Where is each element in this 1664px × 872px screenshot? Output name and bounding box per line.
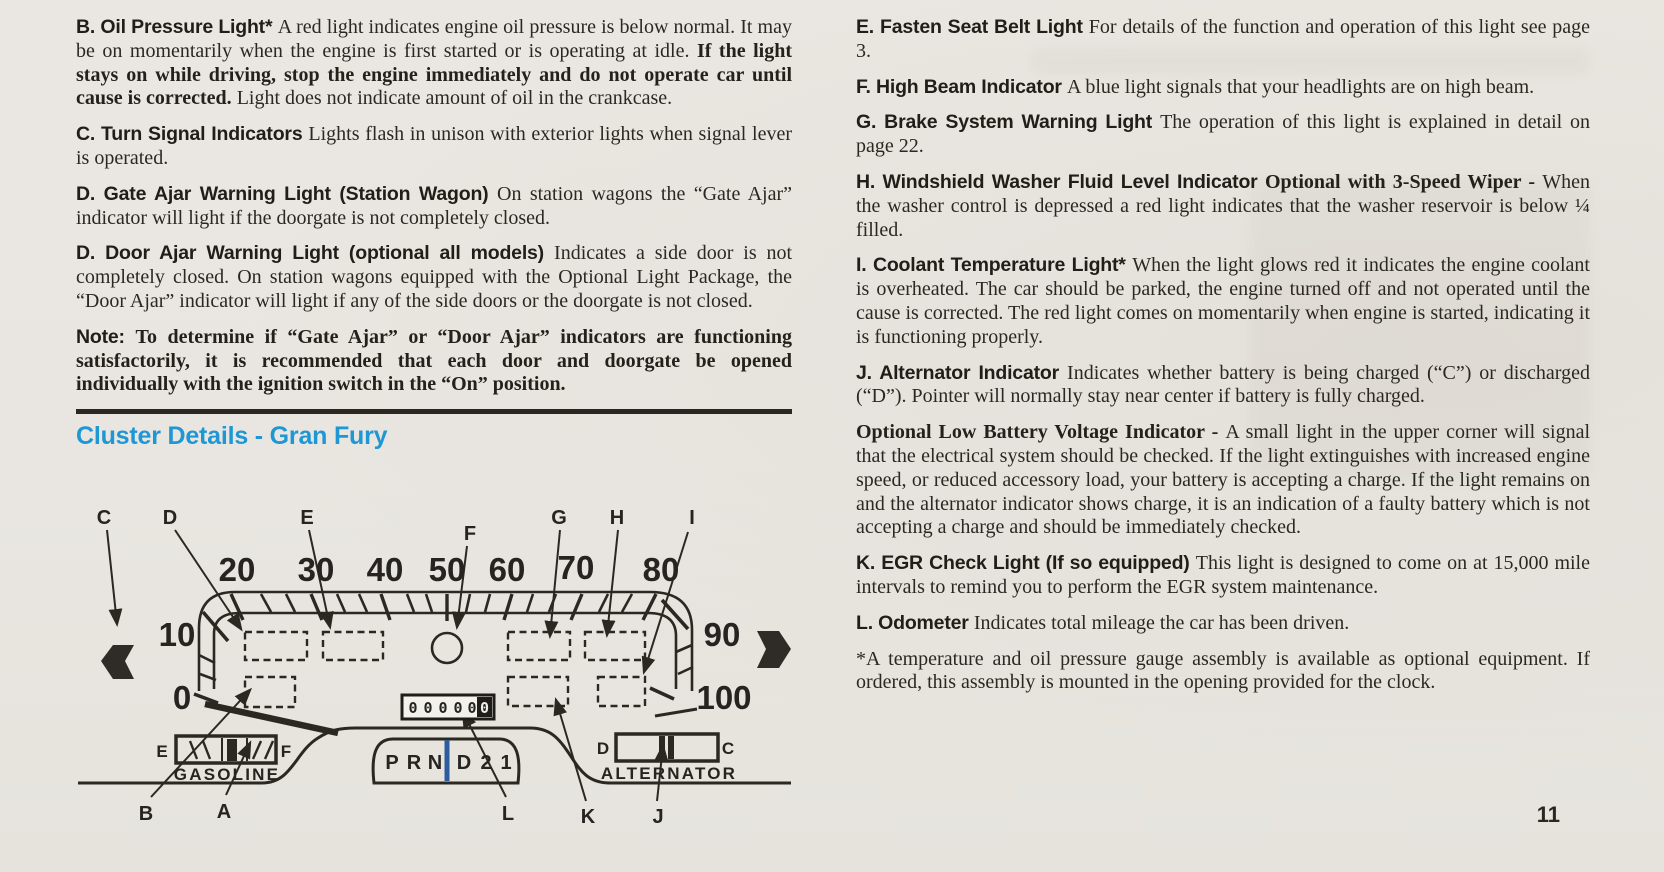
speed-20: 20 xyxy=(218,551,256,588)
text-segment: H. Windshield Washer Fluid Level Indicator xyxy=(856,170,1265,193)
fuel-gauge xyxy=(156,736,291,784)
odometer xyxy=(402,695,494,719)
alternator-gauge xyxy=(597,734,737,783)
text-segment: A small light in the upper corner will signal that the electrical system should be checked. If the light extinguishes with increased engine speed, or reduced accessory load, your battery is accepting a charge. If the light remains on and the alternator indicator shows charge, it is an indication of a faulty battery which is not accepting a charge and should be immediately checked. xyxy=(856,421,1590,539)
paragraph xyxy=(856,612,1590,636)
odometer-digit: 0 xyxy=(467,699,477,717)
text-segment: J. Alternator Indicator xyxy=(856,361,1068,384)
page-number: 11 xyxy=(1536,802,1560,827)
text-segment: Note: xyxy=(76,325,136,348)
callout-c: C xyxy=(96,507,112,529)
text-segment: Lights flash in unison with exterior lights when signal lever is operated. xyxy=(76,123,792,169)
fuel-full-label: F xyxy=(280,742,292,761)
speed-10: 10 xyxy=(158,616,196,653)
right-column-paragraphs xyxy=(856,16,1590,695)
speed-30: 30 xyxy=(297,551,335,588)
fuel-empty-label: E xyxy=(156,742,168,761)
text-segment: This light is designed to come on at 15,000 mile intervals to remind you to perform the EGR system maintenance. xyxy=(856,552,1590,598)
text-segment: G. Brake System Warning Light xyxy=(856,111,1161,134)
text-segment: B. Oil Pressure Light* xyxy=(76,16,278,38)
callout-letters-top xyxy=(97,507,695,545)
odometer-digit: 0 xyxy=(423,699,433,717)
alternator-needle xyxy=(659,736,665,759)
paragraph xyxy=(856,254,1590,349)
paragraph xyxy=(856,421,1590,540)
speed-90: 90 xyxy=(703,616,741,653)
callout-i: I xyxy=(689,507,695,529)
paragraph xyxy=(856,76,1590,100)
callout-e: E xyxy=(300,507,314,529)
gear-label-n: N xyxy=(427,752,443,774)
alternator-charge-label: C xyxy=(721,739,735,758)
text-segment: For details of the function and operation of this light see page 3. xyxy=(856,16,1590,62)
egr-light-window xyxy=(508,677,568,706)
gate-ajar-light-window xyxy=(245,632,307,660)
paragraph xyxy=(856,648,1590,696)
callout-a: A xyxy=(216,801,232,823)
odometer-digit: 0 xyxy=(453,699,463,717)
instrument-cluster-figure xyxy=(58,478,798,828)
text-segment: Light does not indicate amount of oil in the crankcase. xyxy=(236,87,673,110)
text-segment: If the light stays on while driving, stop the engine immediately and do not operate car until cause is corrected. xyxy=(76,39,792,110)
left-turn-signal-arrow-icon xyxy=(101,645,134,679)
paragraph xyxy=(76,123,792,171)
text-segment: The operation of this light is explained in detail on page 22. xyxy=(856,111,1590,158)
paragraph xyxy=(856,362,1590,410)
text-segment: D. Door Ajar Warning Light (optional all models) xyxy=(76,242,555,265)
text-segment: When the washer control is depressed a red light indicates that the washer reservoir is below ¼ filled. xyxy=(856,170,1590,241)
right-column xyxy=(856,16,1590,707)
callout-letters-bottom xyxy=(139,801,664,828)
callout-l: L xyxy=(501,803,515,825)
section-divider-rule xyxy=(76,409,792,414)
right-turn-signal-arrow-icon xyxy=(757,631,791,668)
callout-k: K xyxy=(580,806,596,828)
gear-label-1: 1 xyxy=(500,752,512,774)
oil-pressure-light-window xyxy=(245,677,295,707)
callout-f: F xyxy=(463,523,477,545)
gear-label-2: 2 xyxy=(480,752,492,774)
paragraph xyxy=(856,16,1590,64)
text-segment: *A temperature and oil pressure gauge assembly is available as optional equipment. If ordered, this assembly is mounted in the opening provided for the clock. xyxy=(856,647,1590,694)
high-beam-indicator-circle xyxy=(432,633,462,663)
text-segment: On station wagons the “Gate Ajar” indicator will light if the doorgate is not completely closed. xyxy=(76,182,792,229)
left-column xyxy=(76,16,792,451)
speed-100: 100 xyxy=(696,679,752,716)
fuel-needle xyxy=(227,739,237,761)
left-column-paragraphs xyxy=(76,16,792,397)
speed-70: 70 xyxy=(557,549,595,586)
speed-40: 40 xyxy=(366,551,404,588)
callout-j: J xyxy=(652,806,664,828)
callout-d: D xyxy=(162,507,178,529)
text-segment: C. Turn Signal Indicators xyxy=(76,123,309,146)
alternator-discharge-label: D xyxy=(596,739,610,758)
speed-50: 50 xyxy=(428,551,466,588)
paragraph xyxy=(76,242,792,313)
speed-80: 80 xyxy=(642,551,680,588)
fuel-gauge-label: GASOLINE xyxy=(173,765,281,784)
text-segment: Indicates a side door is not completely closed. On station wagons equipped with the Optional Light Package, the “Door Ajar” indicator will light if any of the side doors or the doorgate is not closed. xyxy=(76,242,792,312)
speed-0: 0 xyxy=(172,679,192,716)
text-segment: When the light glows red it indicates the engine coolant is overheated. The car should be parked, the engine turned off and not operated until the cause is corrected. The red light comes on momentarily when engine is started, indicating it is functioning properly. xyxy=(856,254,1590,348)
section-heading: Cluster Details - Gran Fury xyxy=(76,422,388,451)
seat-belt-light-window xyxy=(323,632,383,660)
text-segment: K. EGR Check Light (If so equipped) xyxy=(856,552,1196,575)
speed-60: 60 xyxy=(488,551,526,588)
text-segment: To determine if “Gate Ajar” or “Door Ajar” indicators are functioning satisfactorily, it is recommended that each door and doorgate be opened individually with the ignition switch in the “On” position. xyxy=(76,325,792,396)
paragraph xyxy=(76,326,792,397)
gear-selector-display xyxy=(373,739,519,783)
callout-g: G xyxy=(551,507,567,529)
paragraph xyxy=(856,171,1590,242)
odometer-digit: 0 xyxy=(438,699,448,717)
gear-label-p: P xyxy=(385,752,399,774)
gear-label-r: R xyxy=(406,752,422,774)
paragraph xyxy=(76,183,792,231)
text-segment: Optional Low Battery Voltage Indicator - xyxy=(856,421,1226,444)
paragraph xyxy=(76,16,792,111)
text-segment: E. Fasten Seat Belt Light xyxy=(856,16,1089,38)
text-segment: D. Gate Ajar Warning Light (Station Wagon) xyxy=(76,182,498,205)
brake-warning-light-window xyxy=(508,632,570,660)
text-segment: F. High Beam Indicator xyxy=(856,75,1068,98)
callout-b: B xyxy=(138,803,154,825)
text-segment: I. Coolant Temperature Light* xyxy=(856,254,1133,277)
callout-h: H xyxy=(609,507,625,529)
paragraph xyxy=(856,111,1590,159)
text-segment: Indicates whether battery is being charged (“C”) or discharged (“D”). Pointer will normally stay near center if battery is fully charged. xyxy=(856,361,1590,408)
coolant-light-window xyxy=(598,677,645,706)
text-segment: Indicates total mileage the car has been driven. xyxy=(973,611,1350,634)
text-segment: A red light indicates engine oil pressure is below normal. It may be on momentarily when the engine is first started or is operating at idle. xyxy=(76,16,792,62)
odometer-tenths-digit: 0 xyxy=(479,699,490,717)
text-segment: Optional with 3-Speed Wiper - xyxy=(1265,170,1543,193)
alternator-gauge-label: ALTERNATOR xyxy=(600,764,738,783)
text-segment: L. Odometer xyxy=(856,611,974,634)
odometer-digit: 0 xyxy=(408,699,418,717)
washer-fluid-light-window xyxy=(585,632,645,660)
gear-label-d: D xyxy=(456,752,472,774)
paragraph xyxy=(856,552,1590,600)
text-segment: A blue light signals that your headlights are on high beam. xyxy=(1067,75,1535,98)
